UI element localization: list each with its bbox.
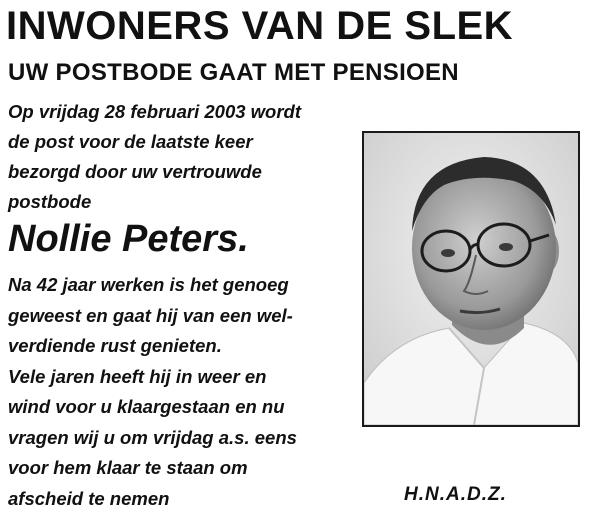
postman-name: Nollie Peters. — [8, 218, 249, 260]
body-line: geweest en gaat hij van een wel- — [8, 304, 293, 326]
headline: INWONERS VAN DE SLEK — [6, 4, 514, 48]
portrait-photo — [362, 131, 580, 427]
body-line: voor hem klaar te staan om — [8, 457, 248, 478]
intro-line: postbode — [8, 191, 92, 212]
intro-paragraph — [8, 97, 368, 217]
signature: H.N.A.D.Z. — [404, 484, 507, 505]
body-line: vragen wij u om vrijdag a.s. eens — [8, 426, 297, 448]
intro-line: Op vrijdag 28 februari 2003 wordt — [8, 101, 302, 122]
body-line: wind voor u klaargestaan en nu — [8, 396, 285, 417]
body-line: afscheid te nemen — [8, 487, 170, 509]
body-line: verdiende rust genieten. — [8, 335, 222, 356]
body-paragraph — [8, 270, 368, 514]
body-line: Vele jaren heeft hij in weer en — [8, 365, 267, 387]
intro-line: de post voor de laatste keer — [8, 131, 253, 152]
portrait-illustration — [364, 133, 578, 425]
body-line: Na 42 jaar werken is het genoeg — [8, 274, 289, 295]
subheadline: UW POSTBODE GAAT MET PENSIOEN — [8, 59, 459, 86]
intro-line: bezorgd door uw vertrouwde — [8, 161, 262, 182]
